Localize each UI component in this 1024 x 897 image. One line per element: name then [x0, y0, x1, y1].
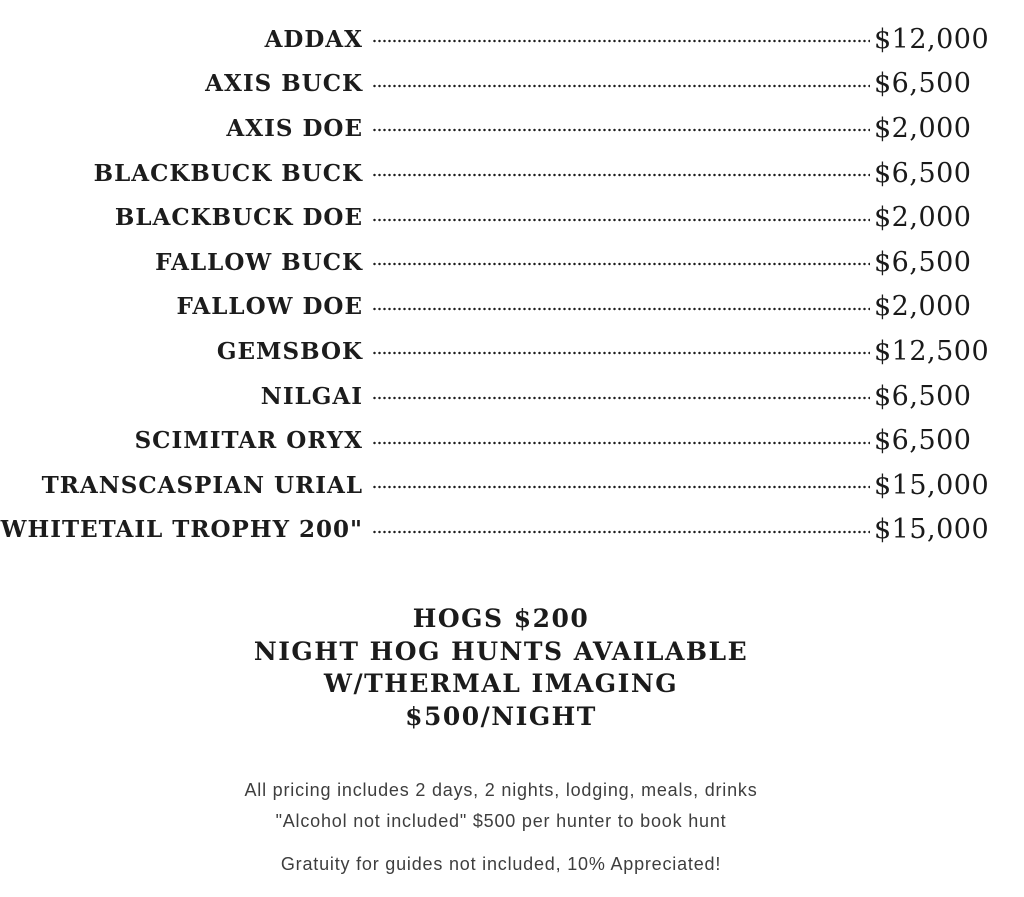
- dotted-leader: [372, 218, 870, 222]
- pricing-notes: [0, 775, 1024, 880]
- animal-name: BLACKBUCK DOE: [114, 204, 363, 232]
- night-rate-line: $500/NIGHT: [405, 701, 597, 731]
- animal-name: SCIMITAR ORYX: [134, 427, 363, 455]
- thermal-imaging-line: W/THERMAL IMAGING: [323, 669, 679, 699]
- animal-name: AXIS DOE: [226, 114, 363, 142]
- price-row-transcaspian-urial: [0, 463, 1024, 508]
- animal-name: NILGAI: [260, 382, 363, 410]
- animal-name: GEMSBOK: [216, 337, 363, 365]
- animal-price: $12,000: [874, 23, 990, 55]
- hunt-price-list: [0, 17, 1024, 552]
- dotted-leader: [372, 307, 870, 311]
- price-row-blackbuck-doe: [0, 195, 1024, 240]
- dotted-leader: [372, 84, 870, 88]
- animal-price: $12,500: [874, 335, 990, 367]
- hog-hunts-section: [0, 603, 1024, 733]
- price-row-addax: [0, 17, 1024, 62]
- animal-price: $6,500: [874, 68, 972, 100]
- dotted-leader: [372, 396, 870, 400]
- dotted-leader: [372, 262, 870, 266]
- dotted-leader: [372, 128, 870, 132]
- animal-name: ADDAX: [264, 25, 363, 53]
- dotted-leader: [372, 173, 870, 177]
- animal-name: TRANSCASPIAN URIAL: [41, 471, 363, 499]
- price-row-whitetail-trophy: [0, 508, 1024, 553]
- animal-price: $2,000: [874, 202, 972, 234]
- price-row-blackbuck-buck: [0, 151, 1024, 196]
- animal-name: WHITETAIL TROPHY 200": [0, 516, 363, 544]
- price-row-scimitar-oryx: [0, 418, 1024, 463]
- alcohol-booking-note: "Alcohol not included" $500 per hunter to book hunt: [275, 811, 727, 832]
- dotted-leader: [372, 441, 870, 445]
- hog-price-line: HOGS $200: [412, 604, 590, 634]
- price-row-fallow-doe: [0, 285, 1024, 330]
- inclusions-note: All pricing includes 2 days, 2 nights, lodging, meals, drinks: [244, 780, 758, 801]
- animal-price: $6,500: [874, 246, 972, 278]
- animal-price: $2,000: [874, 291, 972, 323]
- animal-name: FALLOW DOE: [176, 293, 363, 321]
- dotted-leader: [372, 485, 870, 489]
- dotted-leader: [372, 39, 870, 43]
- animal-price: $6,500: [874, 380, 972, 412]
- price-row-gemsbok: [0, 329, 1024, 374]
- night-hunts-line: NIGHT HOG HUNTS AVAILABLE: [253, 636, 749, 666]
- dotted-leader: [372, 530, 870, 534]
- animal-name: BLACKBUCK BUCK: [93, 159, 363, 187]
- animal-name: AXIS BUCK: [205, 70, 363, 98]
- animal-price: $15,000: [874, 469, 990, 501]
- dotted-leader: [372, 351, 870, 355]
- price-row-fallow-buck: [0, 240, 1024, 285]
- animal-name: FALLOW BUCK: [155, 248, 363, 276]
- gratuity-note: Gratuity for guides not included, 10% Appreciated!: [280, 854, 722, 875]
- animal-price: $15,000: [874, 514, 990, 546]
- animal-price: $6,500: [874, 157, 972, 189]
- price-row-nilgai: [0, 374, 1024, 419]
- animal-price: $2,000: [874, 112, 972, 144]
- animal-price: $6,500: [874, 425, 972, 457]
- price-row-axis-doe: [0, 106, 1024, 151]
- price-row-axis-buck: [0, 62, 1024, 107]
